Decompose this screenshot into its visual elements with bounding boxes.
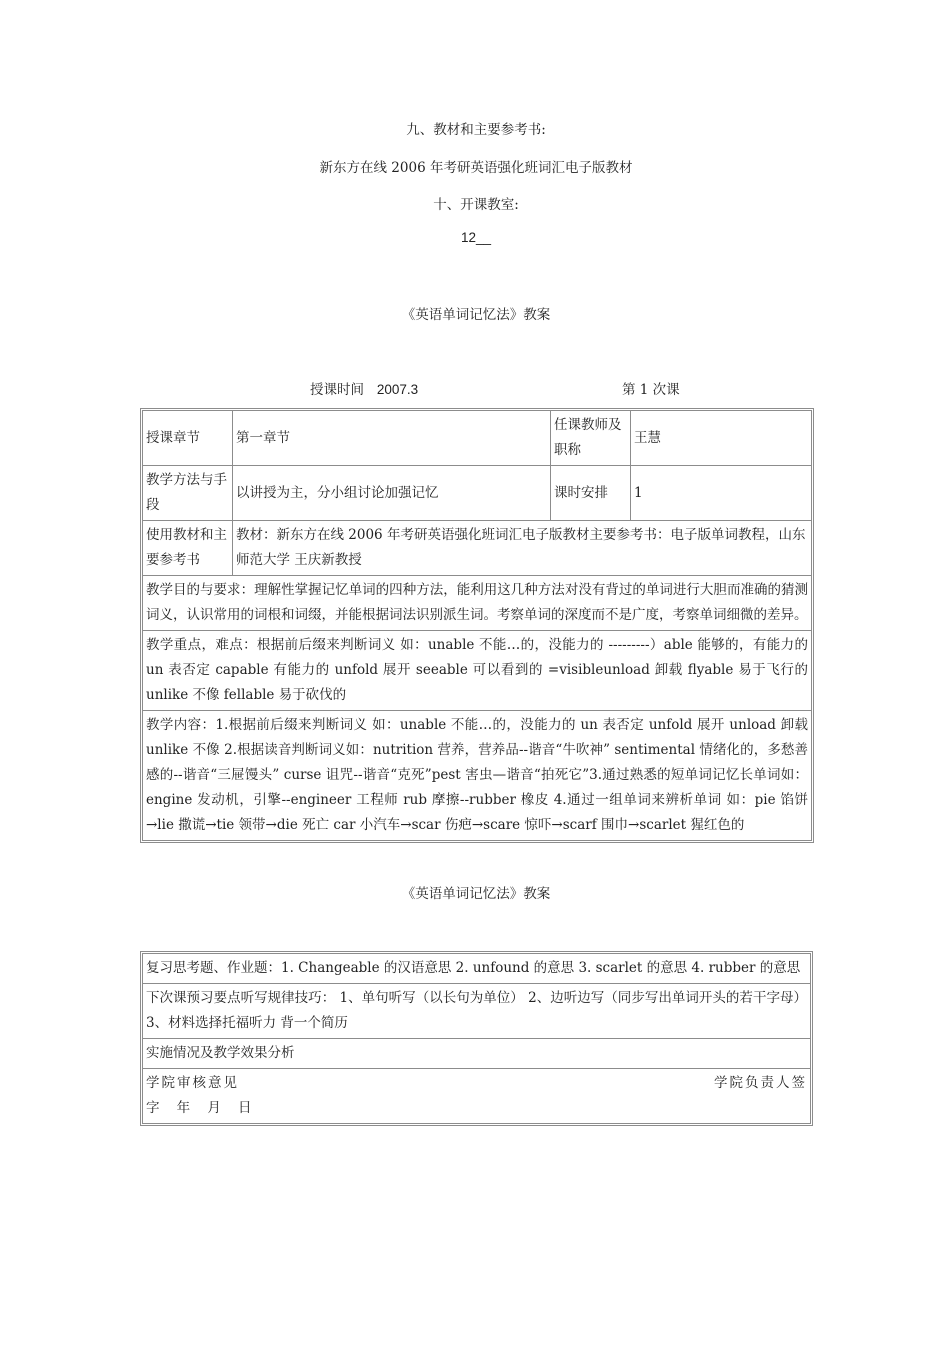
key-points: 教学重点，难点：根据前后缀来判断词义 如：unable 不能…的，没能力的 ---------）able 能够的，有能力的 un 表否定 capable 有能力的 unfold 展开 seeable 可以看到的 =visibleunload 卸载 flyable 易于飞行的 unlike 不像 fellable 易于砍伐的	[143, 631, 812, 711]
hours-label: 课时安排	[551, 466, 631, 521]
teaching-time-value: 2007.3	[376, 382, 419, 397]
table-row	[143, 521, 812, 576]
hours-value: 1	[631, 466, 812, 521]
session-number: 第 1 次课	[622, 382, 680, 398]
method-label: 教学方法与手段	[143, 466, 233, 521]
homework-table	[142, 953, 811, 1124]
section-nine-heading: 九、教材和主要参考书:	[406, 122, 546, 138]
table-row	[143, 466, 812, 521]
teaching-time	[310, 378, 418, 398]
method-value: 以讲授为主，分小组讨论加强记忆	[233, 466, 551, 521]
chapter-label: 授课章节	[143, 411, 233, 466]
textbook-line: 新东方在线 2006 年考研英语强化班词汇电子版教材	[319, 160, 633, 176]
review-line	[146, 1071, 807, 1096]
materials-label: 使用教材和主要参考书	[143, 521, 233, 576]
review-label: 学院审核意见	[146, 1075, 239, 1091]
preview-points: 下次课预习要点听写规律技巧： 1、单句听写（以长句为单位） 2、边听边写（同步写出单词开头的若干字母） 3、材料选择托福听力 背一个简历	[143, 984, 811, 1039]
table-row	[143, 576, 812, 631]
teacher-label: 任课教师及职称	[551, 411, 631, 466]
date-line: 字 年 月 日	[146, 1100, 252, 1116]
signature-label: 学院负责人签	[714, 1075, 807, 1091]
section-ten-heading: 十、开课教室:	[433, 197, 519, 213]
table-row	[143, 1069, 811, 1124]
table-row	[143, 711, 812, 841]
chapter-value: 第一章节	[233, 411, 551, 466]
teaching-content: 教学内容：1.根据前后缀来判断词义 如：unable 不能…的，没能力的 un 表否定 unfold 展开 unload 卸载 unlike 不像 2.根据读音判断词义如：nutrition 营养，营养品--谐音“牛吹神” sentimental 情绪化的，多愁善感的--谐音“三屉馒头” curse 诅咒--谐音“克死”pest 害虫—谐音“拍死它”3.通过熟悉的短单词记忆长单词如：engine 发动机，引擎--engineer 工程师 rub 摩擦--rubber 橡皮 4.通过一组单词来辨析单词 如：pie 馅饼→lie 撒谎→tie 领带→die 死亡 car 小汽车→scar 伤疤→scare 惊吓→scarf 围巾→scarlet 猩红色的	[143, 711, 812, 841]
materials-value: 教材：新东方在线 2006 年考研英语强化班词汇电子版教材主要参考书：电子版单词教程，山东师范大学 王庆新教授	[233, 521, 812, 576]
table-row	[143, 411, 812, 466]
teaching-time-label: 授课时间	[310, 382, 364, 398]
table-row	[143, 1039, 811, 1069]
teacher-value: 王慧	[631, 411, 812, 466]
homework-questions: 复习思考题、作业题：1. Changeable 的汉语意思 2. unfound 的意思 3. scarlet 的意思 4. rubber 的意思	[143, 954, 811, 984]
lesson-info-table	[142, 410, 812, 841]
table-row	[143, 631, 812, 711]
implementation-analysis: 实施情况及教学效果分析	[143, 1039, 811, 1069]
objectives: 教学目的与要求：理解性掌握记忆单词的四种方法，能利用这几种方法对没有背过的单词进行大胆而准确的猜测词义，认识常用的词根和词缀，并能根据词法识别派生词。考察单词的深度而不是广度，考察单词细微的差异。	[143, 576, 812, 631]
lesson-plan-title-2: 《英语单词记忆法》教案	[401, 886, 551, 902]
review-cell	[143, 1069, 811, 1124]
table-row	[143, 984, 811, 1039]
table-row	[143, 954, 811, 984]
lesson-plan-title: 《英语单词记忆法》教案	[401, 307, 551, 323]
classroom-number: 12__	[460, 230, 492, 245]
